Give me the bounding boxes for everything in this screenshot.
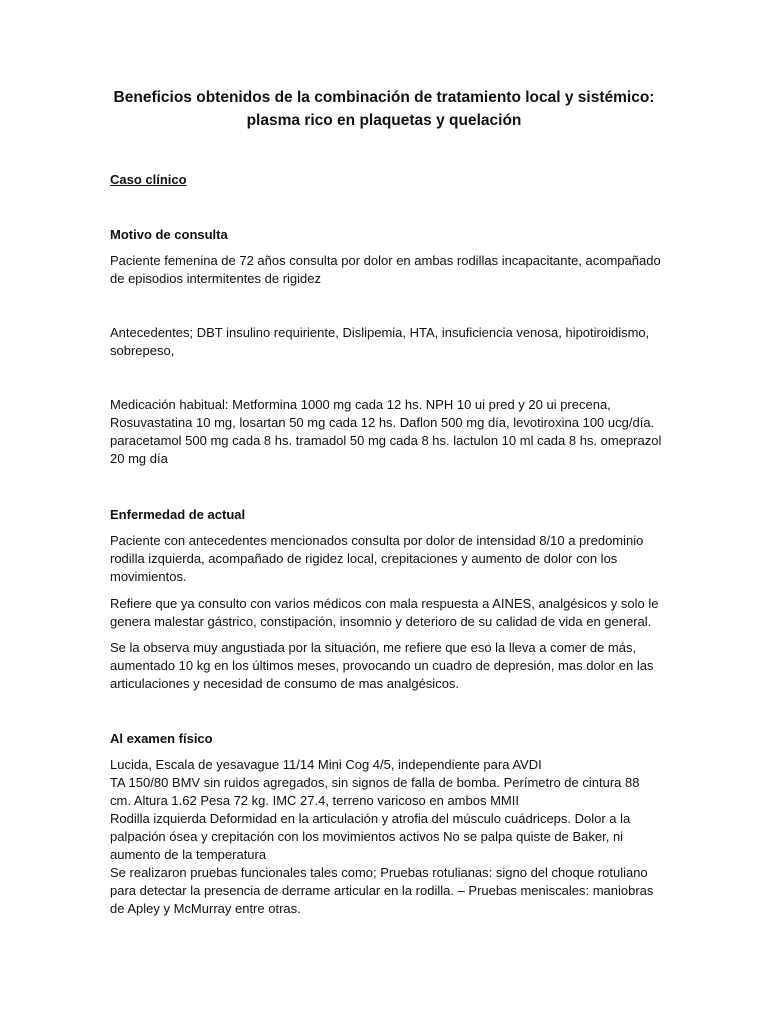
enfermedad-heading: Enfermedad de actual bbox=[110, 507, 246, 522]
text-line: Paciente femenina de 72 años consulta por dolor en ambas rodillas incapacitante, acompañado bbox=[110, 253, 661, 268]
text-line: articulaciones y necesidad de consumo de mas analgésicos. bbox=[110, 676, 460, 691]
antecedentes-paragraph bbox=[110, 324, 670, 360]
text-line: Rosuvastatina 10 mg, losartan 50 mg cada 12 hs. Daflon 500 mg día, levotiroxina 100 ucg/día. bbox=[110, 415, 655, 430]
case-heading: Caso clínico bbox=[110, 172, 187, 187]
examen-heading: Al examen físico bbox=[110, 731, 213, 746]
text-line: rodilla izquierda, acompañado de rigidez local, crepitaciones y aumento de dolor con los bbox=[110, 551, 618, 566]
text-line: genera malestar gástrico, constipación, insomnio y deterioro de su calidad de vida en general. bbox=[110, 614, 652, 629]
enfermedad-paragraph-3 bbox=[110, 639, 670, 693]
document-title bbox=[60, 86, 708, 132]
title-line: Beneficios obtenidos de la combinación de tratamiento local y sistémico: bbox=[113, 89, 655, 106]
text-line: cm. Altura 1.62 Pesa 72 kg. IMC 27.4, terreno varicoso en ambos MMII bbox=[110, 793, 519, 808]
text-line: para detectar la presencia de derrame articular en la rodilla. – Pruebas meniscales: maniobras bbox=[110, 883, 654, 898]
text-line: Antecedentes; DBT insulino requiriente, Dislipemia, HTA, insuficiencia venosa, hipotiroidismo, bbox=[110, 325, 650, 340]
medicacion-paragraph bbox=[110, 396, 670, 468]
text-line: de Apley y McMurray entre otras. bbox=[110, 901, 301, 916]
enfermedad-paragraph-2 bbox=[110, 595, 670, 631]
text-line: 20 mg día bbox=[110, 451, 168, 466]
text-line: TA 150/80 BMV sin ruidos agregados, sin signos de falla de bomba. Perímetro de cintura 88 bbox=[110, 775, 640, 790]
text-line: movimientos. bbox=[110, 569, 187, 584]
title-line: plasma rico en plaquetas y quelación bbox=[246, 112, 522, 129]
text-line: Se la observa muy angustiada por la situación, me refiere que eso la lleva a comer de más, bbox=[110, 640, 637, 655]
motivo-heading: Motivo de consulta bbox=[110, 227, 228, 242]
enfermedad-paragraph-1 bbox=[110, 532, 670, 586]
text-line: de episodios intermitentes de rigidez bbox=[110, 271, 322, 286]
text-line: aumentado 10 kg en los últimos meses, provocando un cuadro de depresión, mas dolor en las bbox=[110, 658, 654, 673]
examen-paragraph bbox=[110, 756, 670, 918]
text-line: palpación ósea y crepitación con los movimientos activos No se palpa quiste de Baker, ni bbox=[110, 829, 624, 844]
text-line: paracetamol 500 mg cada 8 hs. tramadol 50 mg cada 8 hs. lactulon 10 ml cada 8 hs. omeprazol bbox=[110, 433, 662, 448]
text-line: aumento de la temperatura bbox=[110, 847, 267, 862]
text-line: Paciente con antecedentes mencionados consulta por dolor de intensidad 8/10 a predominio bbox=[110, 533, 644, 548]
text-line: Se realizaron pruebas funcionales tales como; Pruebas rotulianas: signo del choque rotuliano bbox=[110, 865, 648, 880]
motivo-paragraph bbox=[110, 252, 670, 288]
text-line: Refiere que ya consulto con varios médicos con mala respuesta a AINES, analgésicos y solo le bbox=[110, 596, 659, 611]
text-line: Lucida, Escala de yesavague 11/14 Mini Cog 4/5, independiente para AVDI bbox=[110, 757, 542, 772]
text-line: Rodilla izquierda Deformidad en la articulación y atrofia del músculo cuádriceps. Dolor a la bbox=[110, 811, 631, 826]
text-line: sobrepeso, bbox=[110, 343, 175, 358]
text-line: Medicación habitual: Metformina 1000 mg cada 12 hs. NPH 10 ui pred y 20 ui precena, bbox=[110, 397, 611, 412]
